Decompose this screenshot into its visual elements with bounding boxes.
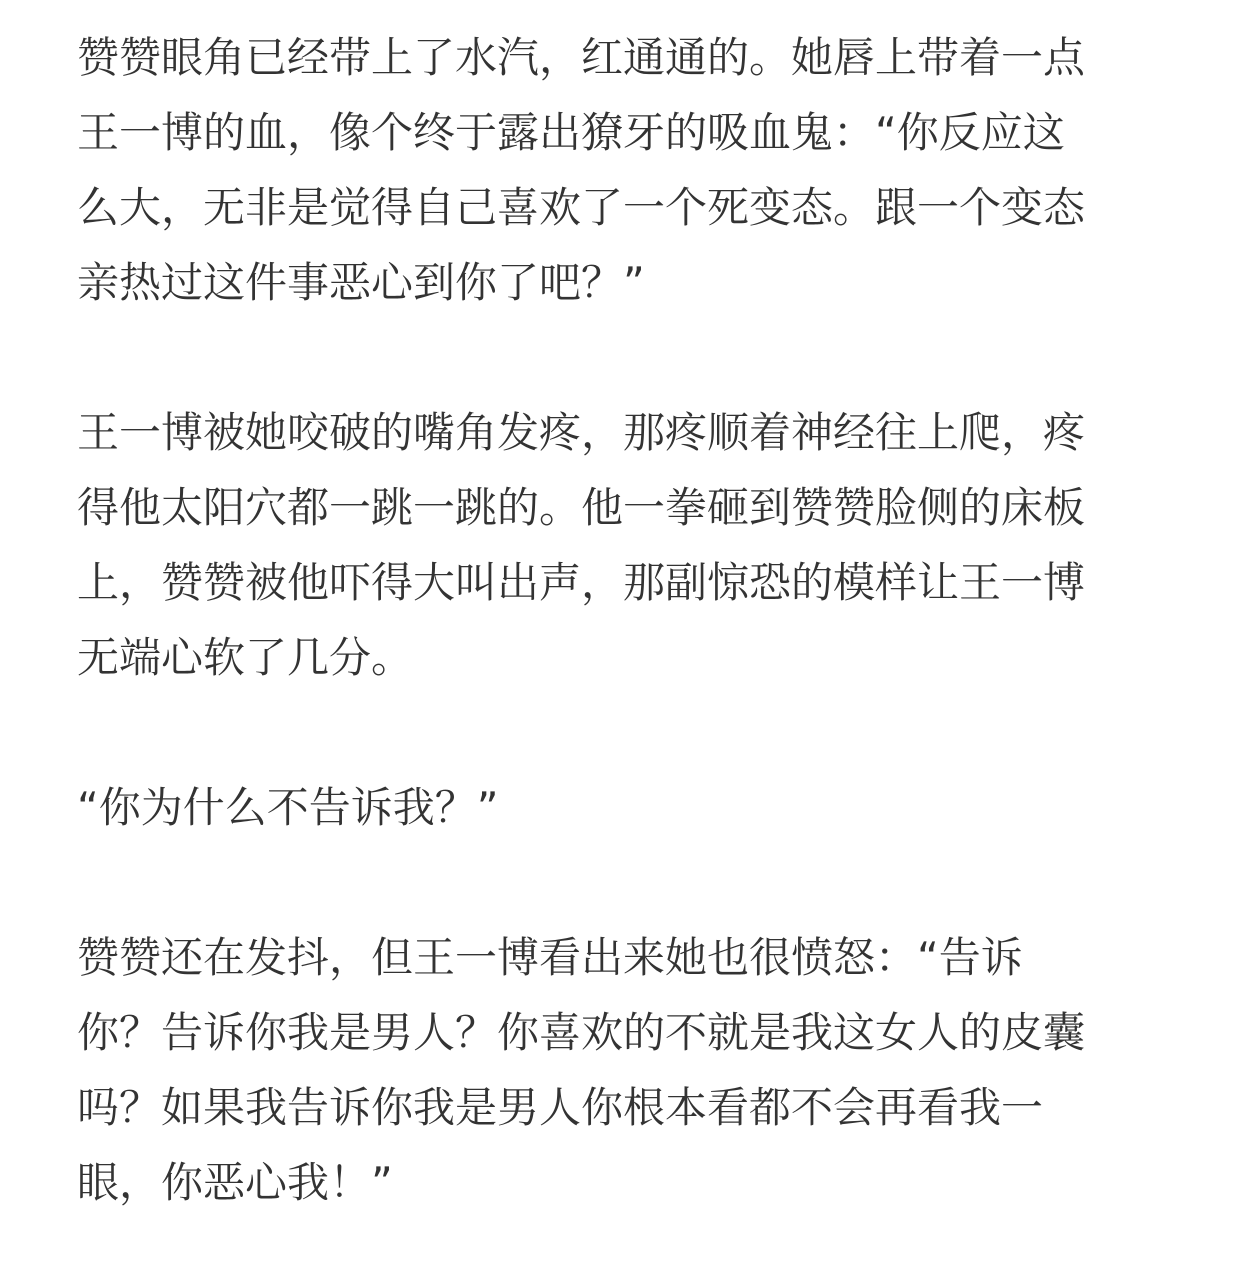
article-body	[77, 20, 1165, 1220]
text-line: 无端心软了几分。	[77, 633, 414, 682]
paragraph-3	[77, 770, 1165, 845]
text-line: 王一博被她咬破的嘴角发疼，那疼顺着神经往上爬，疼	[77, 408, 1086, 457]
text-line: 你？告诉你我是男人？你喜欢的不就是我这女人的皮囊	[77, 1008, 1086, 1057]
text-line: 王一博的血，像个终于露出獠牙的吸血鬼：“你反应这	[77, 108, 1065, 157]
text-line: 吗？如果我告诉你我是男人你根本看都不会再看我一	[77, 1083, 1044, 1132]
paragraph-4	[77, 920, 1165, 1220]
paragraph-2	[77, 395, 1165, 695]
text-line: 赞赞眼角已经带上了水汽，红通通的。她唇上带着一点	[77, 33, 1086, 82]
text-line: “你为什么不告诉我？”	[77, 783, 499, 832]
text-line: 得他太阳穴都一跳一跳的。他一拳砸到赞赞脸侧的床板	[77, 483, 1086, 532]
text-line: 么大，无非是觉得自己喜欢了一个死变态。跟一个变态	[77, 183, 1086, 232]
text-line: 上，赞赞被他吓得大叫出声，那副惊恐的模样让王一博	[77, 558, 1086, 607]
text-line: 亲热过这件事恶心到你了吧？”	[77, 258, 645, 307]
text-line: 赞赞还在发抖，但王一博看出来她也很愤怒：“告诉	[77, 933, 1023, 982]
text-line: 眼，你恶心我！”	[77, 1158, 393, 1207]
paragraph-1	[77, 20, 1165, 320]
